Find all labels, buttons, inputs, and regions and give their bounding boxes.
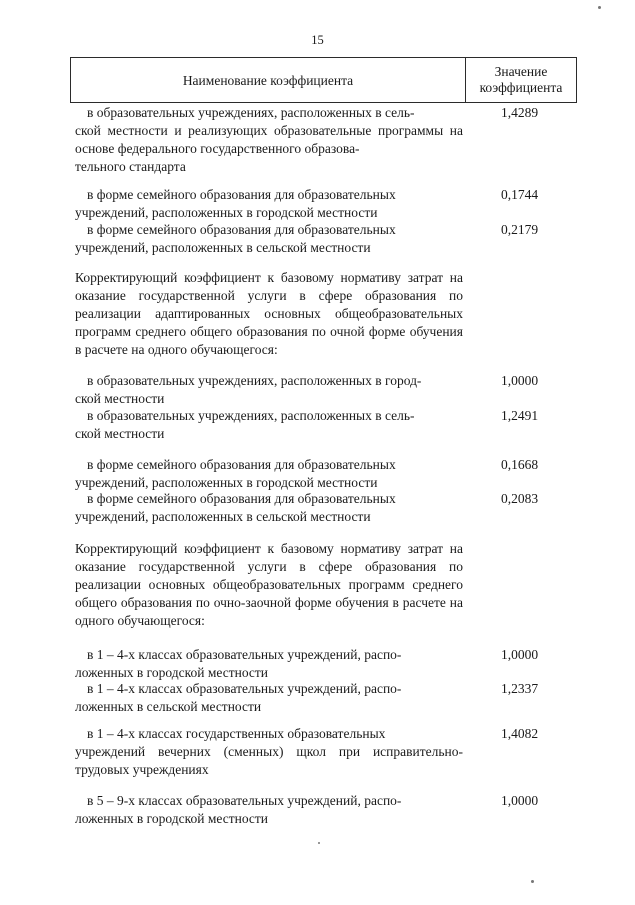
scan-speck (531, 880, 534, 883)
section-heading (75, 540, 463, 630)
header-value-line1: Значение (494, 64, 548, 79)
scan-speck (318, 842, 320, 844)
row-line: Корректирующий коэффициент к базовому нормативу затрат на оказание государственной услуги в сфере образования по реализации основных общеобразовательных программ среднего общего образования по очно-заочной форме обучения в расчете на одного обучающегося: (75, 541, 463, 628)
row-value: 1,2491 (500, 408, 539, 423)
row-value: 1,0000 (500, 647, 539, 662)
row-value: 0,1668 (500, 457, 539, 472)
row-line: учреждений, расположенных в сельской местности (75, 509, 371, 524)
row-description (75, 456, 463, 492)
row-value: 0,2179 (500, 222, 539, 237)
section-heading (75, 269, 463, 359)
row-line: в образовательных учреждениях, расположенных в сель- (87, 105, 415, 120)
row-line: в 1 – 4-х классах образовательных учреждений, распо- (87, 681, 402, 696)
row-line: тельного стандарта (75, 159, 186, 174)
row-description (75, 490, 463, 526)
row-value: 0,1744 (500, 187, 539, 202)
row-line: учреждений, расположенных в сельской местности (75, 240, 371, 255)
row-line: в форме семейного образования для образовательных (87, 491, 396, 506)
row-line: ской местности и реализующих образовательные программы на основе федерального государственного образова- (75, 123, 463, 156)
header-border-top (70, 57, 577, 58)
row-value: 1,4289 (500, 105, 539, 120)
row-value: 1,2337 (500, 681, 539, 696)
row-line: Корректирующий коэффициент к базовому нормативу затрат на оказание государственной услуги в сфере образования по реализации адаптированных основных общеобразовательных программ среднего общего образования по очной форме обучения в расчете на одного обучающегося: (75, 270, 463, 357)
row-description (75, 186, 463, 222)
row-line: в образовательных учреждениях, расположенных в сель- (87, 408, 415, 423)
row-line: ской местности (75, 426, 165, 441)
row-value: 1,0000 (500, 373, 539, 388)
row-value: 1,0000 (500, 793, 539, 808)
row-description (75, 680, 463, 716)
row-line: в форме семейного образования для образовательных (87, 222, 396, 237)
row-description (75, 104, 463, 176)
header-name-column: Наименование коэффициента (182, 73, 354, 88)
row-line: учреждений, расположенных в городской местности (75, 205, 378, 220)
scan-speck (598, 6, 601, 9)
row-line: ложенных в городской местности (75, 665, 269, 680)
row-description (75, 407, 463, 443)
row-description (75, 792, 463, 828)
row-line: ской местности (75, 391, 165, 406)
row-value: 1,4082 (500, 726, 539, 741)
header-border-bottom (70, 102, 577, 103)
row-line: в 5 – 9-х классах образовательных учреждений, распо- (87, 793, 402, 808)
header-value-line2: коэффициента (479, 80, 563, 95)
row-value: 0,2083 (500, 491, 539, 506)
page-number: 15 (311, 33, 324, 47)
row-line: учреждений вечерних (сменных) щкол при исправительно-трудовых учреждениях (75, 744, 463, 777)
row-line: в 1 – 4-х классах государственных образовательных (87, 726, 386, 741)
row-line: в 1 – 4-х классах образовательных учреждений, распо- (87, 647, 402, 662)
row-description (75, 646, 463, 682)
row-line: ложенных в городской местности (75, 811, 269, 826)
row-line: в форме семейного образования для образовательных (87, 457, 396, 472)
row-line: в образовательных учреждениях, расположенных в город- (87, 373, 422, 388)
row-description (75, 725, 463, 779)
row-line: в форме семейного образования для образовательных (87, 187, 396, 202)
table-border-right (576, 57, 577, 103)
row-description (75, 372, 463, 408)
row-description (75, 221, 463, 257)
row-line: ложенных в сельской местности (75, 699, 262, 714)
row-line: учреждений, расположенных в городской местности (75, 475, 378, 490)
header-value-column (466, 64, 576, 96)
